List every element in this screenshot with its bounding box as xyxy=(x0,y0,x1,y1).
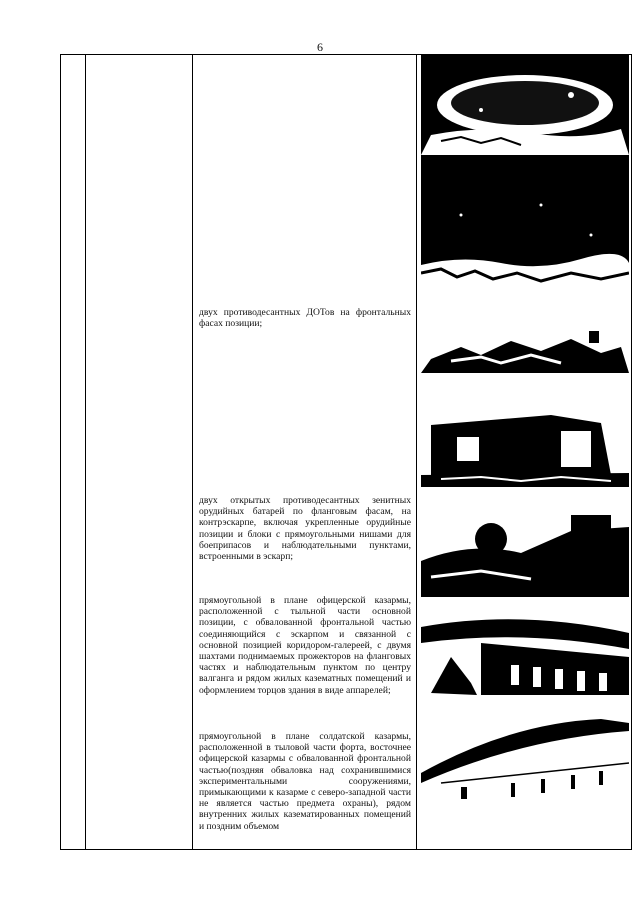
photo-gun-battery xyxy=(421,501,629,597)
heritage-table xyxy=(60,54,632,850)
photo-officers-barracks xyxy=(421,603,629,703)
column-divider-1 xyxy=(85,55,86,849)
column-divider-3 xyxy=(416,55,417,849)
photo-fort-mound-top xyxy=(421,55,629,155)
photo-pillbox-ruin xyxy=(421,395,629,487)
entry-text-gun-batteries: двух открытых противодесантных зенитных орудийных батарей по фланговым фасам, на контрэскарпе, включая укрепленные орудийные позиции и блоки с прямоугольными нишами для боеприпасов и наблюдательными пунктами, встроенными в эскарп; xyxy=(199,495,411,563)
photo-soldiers-barracks xyxy=(421,713,629,813)
photo-fort-mound-dark xyxy=(421,155,629,291)
entry-text-officers-barracks: прямоугольной в плане офицерской казармы, расположенной с тыльной части основной позиции, с обвалованной фронтальной частью соединяющийся с эскарпом и связанной с основной позицией коридором-галереей, с двумя шахтами поднимаемых прожекторов на фланговых частях и наблюдательным пунктом по центру валганга и рядом жилых казематных помещений и оформлением торцов здания в виде аппарелей; xyxy=(199,595,411,696)
entry-text-pillboxes: двух противодесантных ДОТов на фронтальных фасах позиции; xyxy=(199,307,411,330)
photo-pillbox-snow xyxy=(421,311,629,373)
column-divider-2 xyxy=(192,55,193,849)
entry-text-soldiers-barracks: прямоугольной в плане солдатской казармы, расположенной в тыловой части форта, восточнее офицерской казармы с обвалованной фронтальной частью(поздняя обваловка над сохранившимися экспериментальными сооружениями, примыкающими к казарме с северо-западной части не является частью предмета охраны), рядом внутренних жилых казематированных помещений и поздним объемом xyxy=(199,731,411,832)
page-number: 6 xyxy=(317,40,323,54)
